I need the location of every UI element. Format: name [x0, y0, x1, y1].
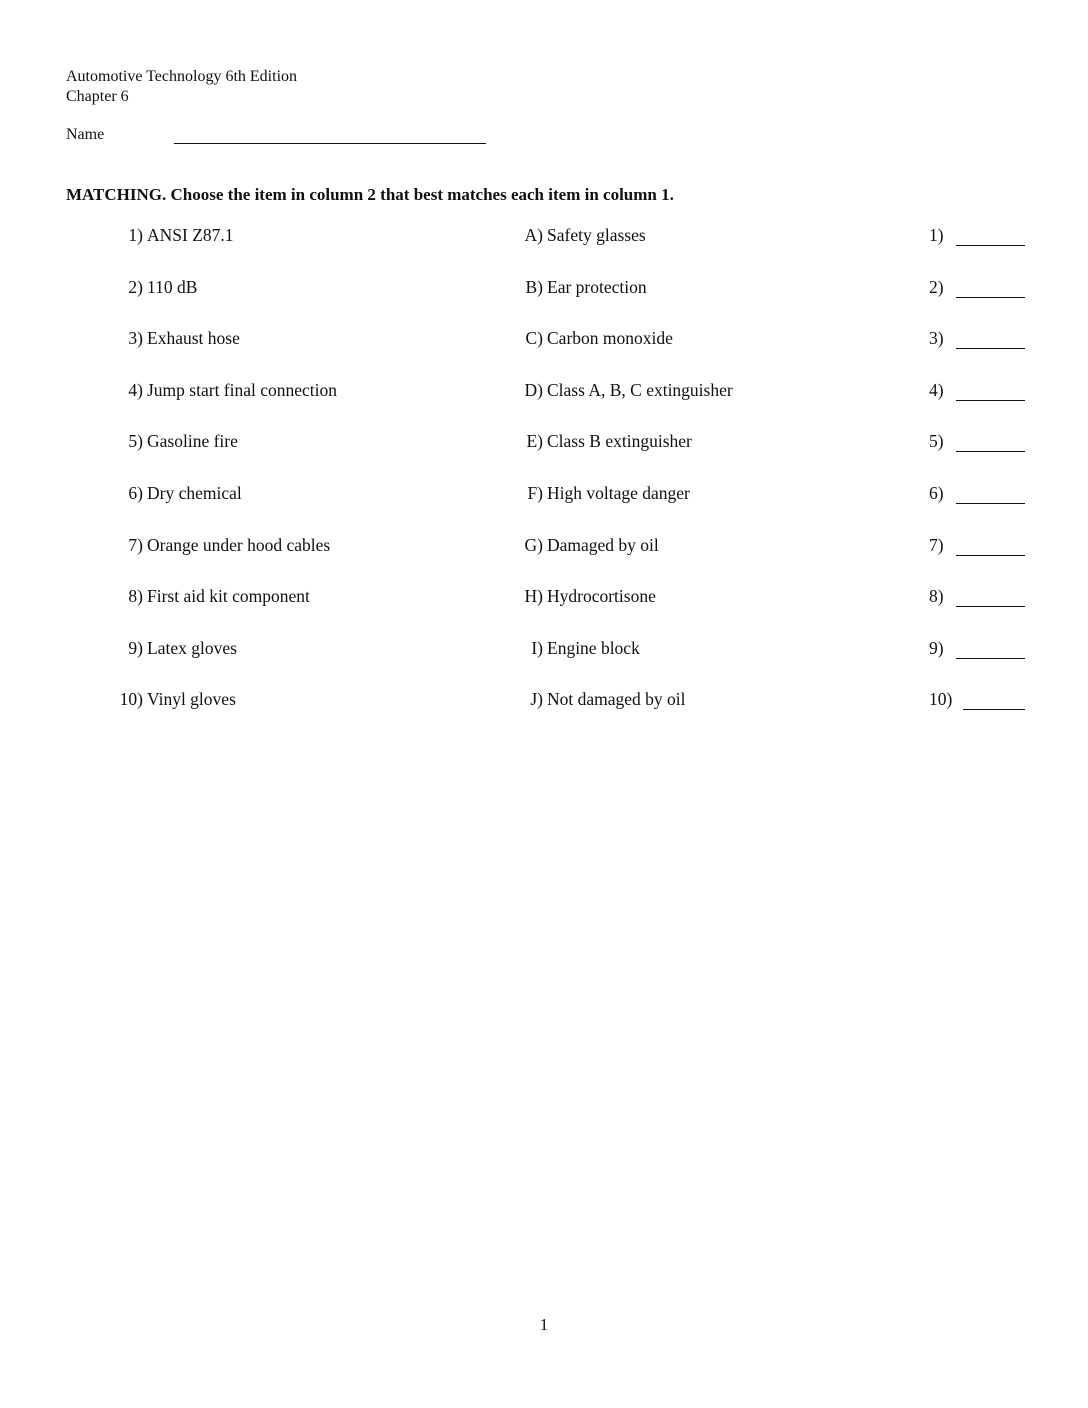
definition-letter: H) [524, 586, 543, 606]
matching-row [0, 327, 1088, 351]
answer-number: 6) [929, 483, 944, 503]
answer-number: 3) [929, 328, 944, 348]
name-label: Name [66, 126, 105, 143]
answer-blank-line[interactable] [956, 400, 1025, 401]
term-text: Dry chemical [147, 483, 242, 503]
matching-instructions: MATCHING. Choose the item in column 2 that best matches each item in column 1. [66, 185, 674, 204]
book-title: Automotive Technology 6th Edition [66, 68, 298, 85]
term-text: Latex gloves [147, 638, 237, 658]
term-number: 4) [128, 380, 143, 400]
matching-row [0, 276, 1088, 300]
term-text: Vinyl gloves [147, 689, 236, 709]
term-text: Gasoline fire [147, 431, 238, 451]
answer-number: 7) [929, 535, 944, 555]
term-text: First aid kit component [147, 586, 310, 606]
definition-text: Class B extinguisher [547, 431, 692, 451]
matching-row [0, 688, 1088, 712]
answer-blank-line[interactable] [956, 503, 1025, 504]
answer-blank-line[interactable] [956, 658, 1025, 659]
term-text: Orange under hood cables [147, 535, 331, 555]
answer-number: 8) [929, 586, 944, 606]
chapter-label: Chapter 6 [66, 88, 129, 105]
answer-blank-line[interactable] [956, 245, 1025, 246]
matching-row [0, 379, 1088, 403]
answer-number: 10) [929, 689, 953, 709]
definition-letter: F) [527, 483, 543, 503]
definition-text: Carbon monoxide [547, 328, 673, 348]
page-number: 1 [539, 1315, 549, 1334]
definition-text: Class A, B, C extinguisher [547, 380, 733, 400]
definition-text: Damaged by oil [547, 535, 659, 555]
term-number: 3) [128, 328, 143, 348]
answer-number: 2) [929, 277, 944, 297]
definition-letter: G) [524, 535, 543, 555]
term-text: Jump start final connection [147, 380, 338, 400]
term-text: ANSI Z87.1 [147, 225, 234, 245]
term-number: 7) [128, 535, 143, 555]
answer-number: 5) [929, 431, 944, 451]
definition-text: High voltage danger [547, 483, 690, 503]
answer-blank-line[interactable] [956, 348, 1025, 349]
definition-letter: J) [530, 689, 543, 709]
definition-text: Safety glasses [547, 225, 646, 245]
matching-row [0, 585, 1088, 609]
definition-letter: I) [531, 638, 543, 658]
answer-blank-line[interactable] [956, 555, 1025, 556]
term-number: 8) [128, 586, 143, 606]
definition-text: Not damaged by oil [547, 689, 686, 709]
matching-row [0, 224, 1088, 248]
name-field[interactable] [66, 125, 104, 144]
term-text: Exhaust hose [147, 328, 240, 348]
answer-blank-line[interactable] [963, 709, 1025, 710]
answer-number: 9) [929, 638, 944, 658]
definition-letter: A) [524, 225, 543, 245]
answer-number: 1) [929, 225, 944, 245]
definition-letter: B) [525, 277, 543, 297]
matching-row [0, 637, 1088, 661]
term-text: 110 dB [147, 277, 198, 297]
term-number: 6) [128, 483, 143, 503]
answer-number: 4) [929, 380, 944, 400]
definition-text: Hydrocortisone [547, 586, 656, 606]
definition-letter: E) [526, 431, 543, 451]
definition-text: Ear protection [547, 277, 647, 297]
answer-blank-line[interactable] [956, 606, 1025, 607]
term-number: 5) [128, 431, 143, 451]
definition-letter: C) [525, 328, 543, 348]
term-number: 1) [128, 225, 143, 245]
definition-letter: D) [524, 380, 543, 400]
term-number: 9) [128, 638, 143, 658]
name-blank-line[interactable] [174, 143, 486, 144]
term-number: 2) [128, 277, 143, 297]
matching-row [0, 534, 1088, 558]
definition-text: Engine block [547, 638, 640, 658]
term-number: 10) [119, 689, 143, 709]
matching-row [0, 430, 1088, 454]
answer-blank-line[interactable] [956, 451, 1025, 452]
answer-blank-line[interactable] [956, 297, 1025, 298]
matching-row [0, 482, 1088, 506]
